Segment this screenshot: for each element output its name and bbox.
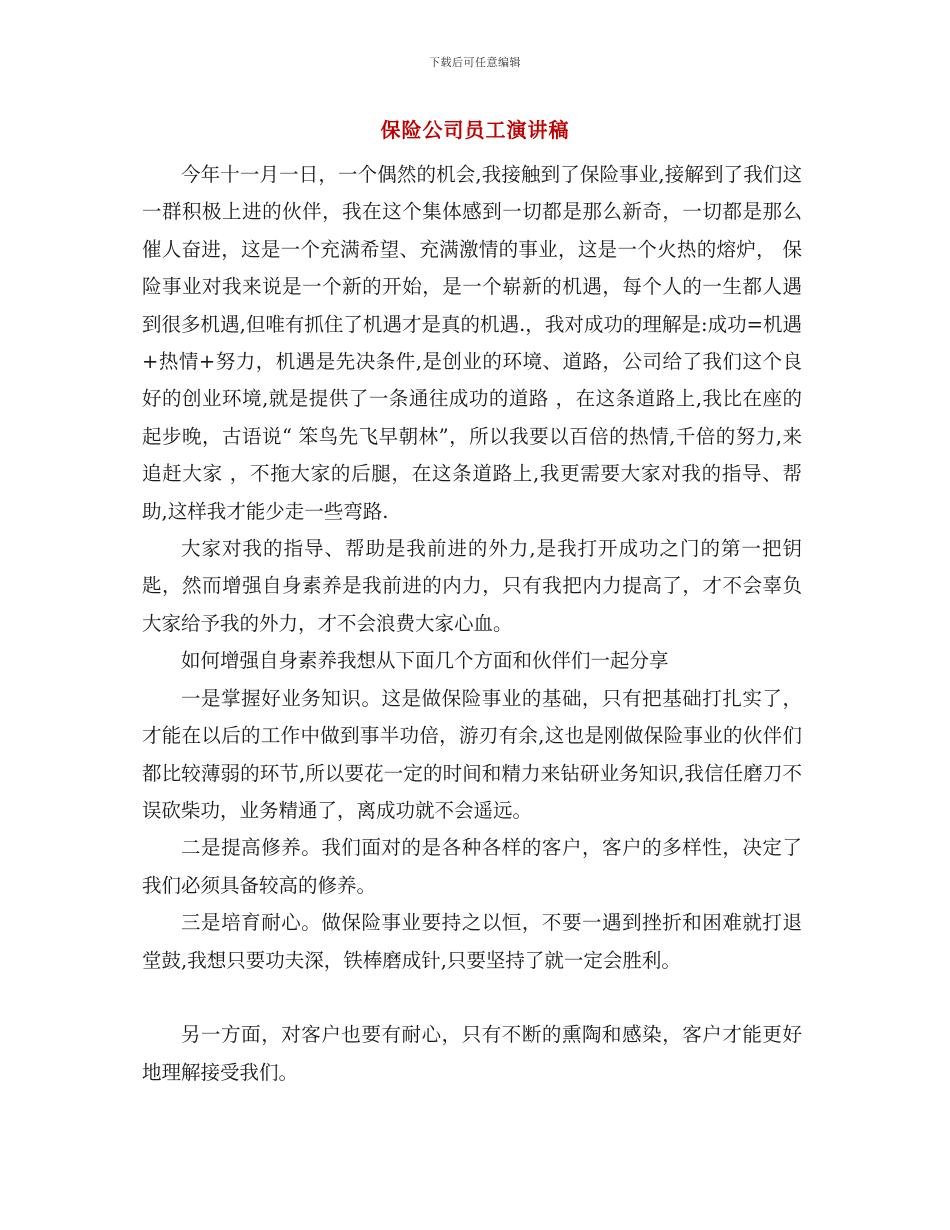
document-title: 保险公司员工演讲稿 [380,118,570,142]
paragraph: 如何增强自身素养我想从下面几个方面和伙伴们一起分享 [181,649,669,673]
paragraph: 另一方面，对客户也要有耐心，只有不断的熏陶和感染，客户才能更好地理解接受我们。 [142,1023,802,1084]
document-body [142,156,802,1091]
paragraph: 一是掌握好业务知识。这是做保险事业的基础，只有把基础打扎实了，才能在以后的工作中做到事半功倍，游刃有余,这也是刚做保险事业的伙伴们都比较薄弱的环节,所以要花一定的时间和精力来钻研业务知识,我信任磨刀不误砍柴功，业务精通了，离成功就不会遥远。 [142,686,802,822]
paragraph: 大家对我的指导、帮助是我前进的外力,是我打开成功之门的第一把钥匙，然而增强自身素养是我前进的内力，只有我把内力提高了，才不会辜负大家给予我的外力，才不会浪费大家心血。 [142,537,802,635]
page-header-note: 下载后可任意编辑 [429,56,521,69]
paragraph: 三是培育耐心。做保险事业要持之以恒，不要一遇到挫折和困难就打退堂鼓,我想只要功夫深，铁棒磨成针,只要坚持了就一定会胜利。 [142,911,802,972]
paragraph: 今年十一月一日，一个偶然的机会,我接触到了保险事业,接解到了我们这一群积极上进的伙伴，我在这个集体感到一切都是那么新奇，一切都是那么催人奋进，这是一个充满希望、充满激情的事业，这是一个火热的熔炉， 保险事业对我来说是一个新的开始，是一个崭新的机遇，每个人的一生都人遇到很多机遇,但唯有抓住了机遇才是真的机遇.，我对成功的理解是:成功=机遇+热情+努力，机遇是先决条件,是创业的环境、道路，公司给了我们这个良好的创业环境,就是提供了一条通往成功的道路 ，在这条道路上,我比在座的起步晚，古语说“ 笨鸟先飞早朝林”，所以我要以百倍的热情,千倍的努力,来追赶大家 ，不拖大家的后腿，在这条道路上,我更需要大家对我的指导、帮助,这样我才能少走一些弯路. [142,163,802,523]
paragraph: 二是提高修养。我们面对的是各种各样的客户，客户的多样性，决定了我们必须具备较高的修养。 [142,836,802,897]
